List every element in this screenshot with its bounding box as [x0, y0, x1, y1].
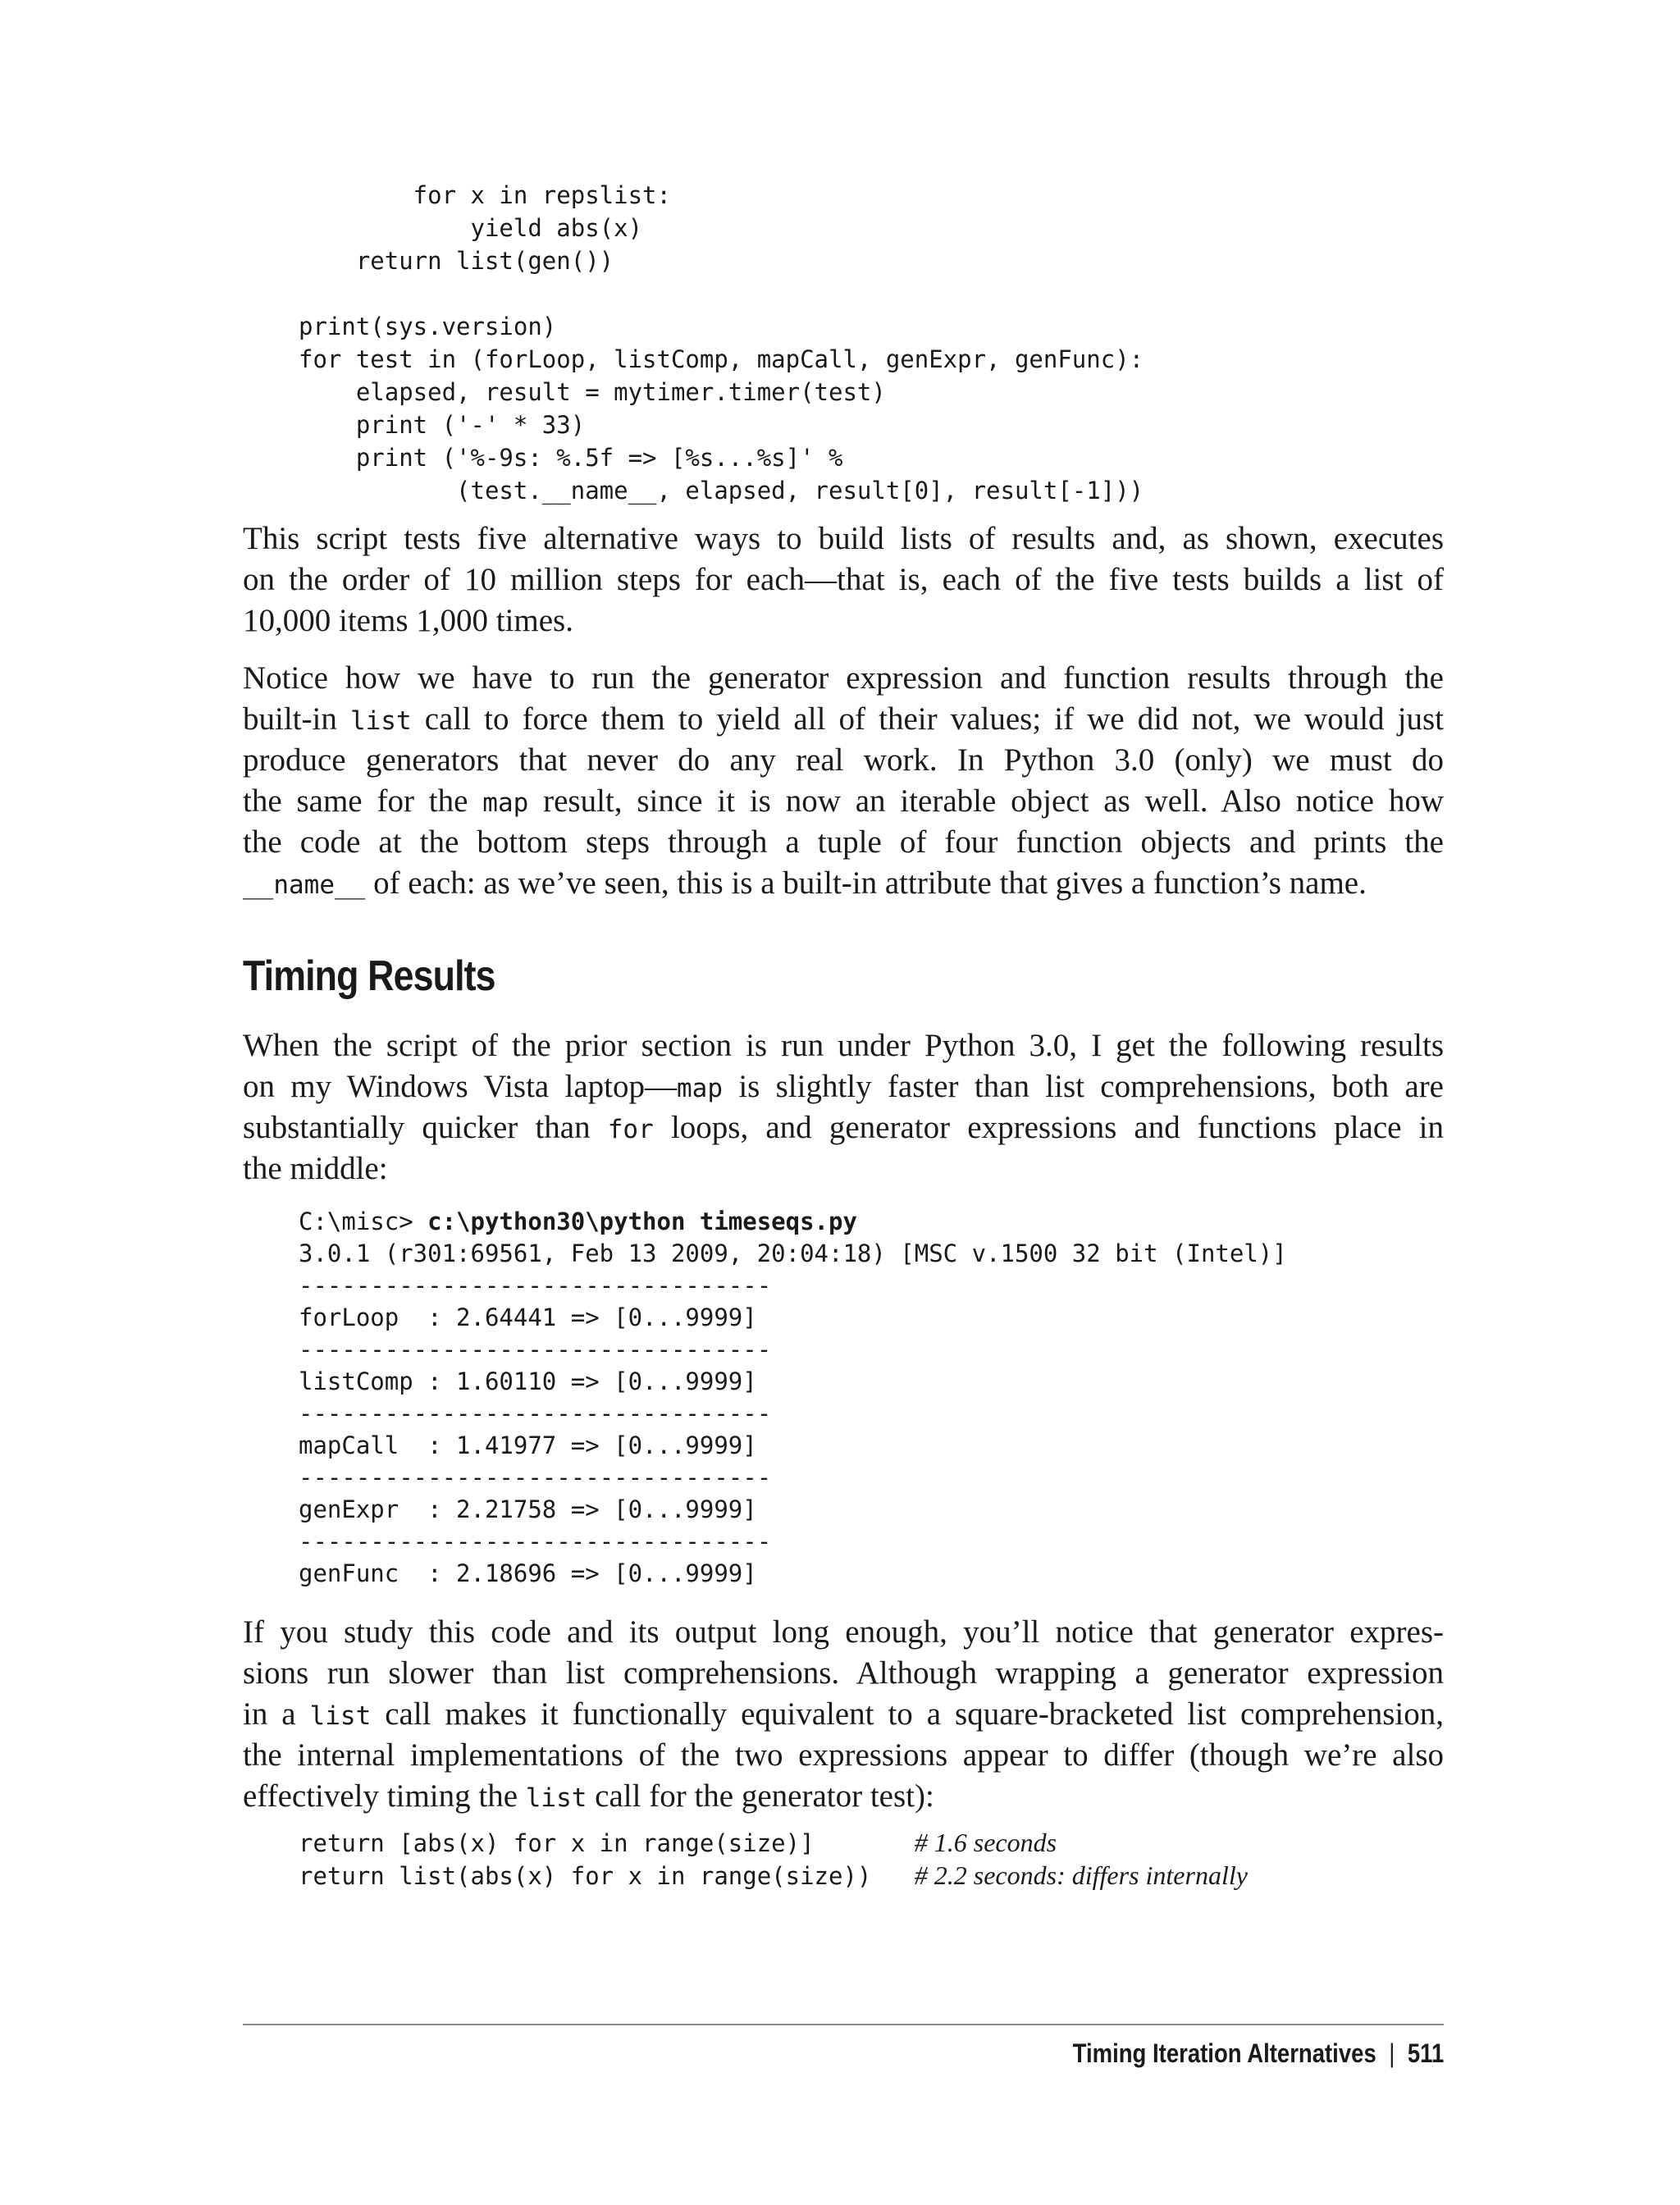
- inline-code: list: [525, 1783, 587, 1813]
- text-line: 10,000 items 1,000 times.: [243, 603, 573, 638]
- separator-line: ---------------------------------: [299, 1399, 772, 1427]
- version-line: 3.0.1 (r301:69561, Feb 13 2009, 20:04:18) [MSC v.1500 32 bit (Intel)]: [299, 1239, 1287, 1267]
- text-line: the middle:: [243, 1151, 388, 1186]
- text-line: produce generators that never do any real work. In Python 3.0 (only) we must do: [243, 742, 1444, 778]
- text-line: __name__ of each: as we’ve seen, this is a built-in attribute that gives a function’s name.: [243, 865, 1367, 901]
- text-line: on the order of 10 million steps for each—that is, each of the five tests builds a list of: [243, 562, 1444, 597]
- paragraph-timing-intro: [243, 1025, 1444, 1189]
- footer-separator: |: [1388, 2038, 1395, 2068]
- running-head: Timing Iteration Alternatives: [1072, 2038, 1376, 2068]
- result-line: genExpr : 2.21758 => [0...9999]: [299, 1495, 757, 1523]
- separator-line: ---------------------------------: [299, 1271, 772, 1299]
- footer-rule: [243, 2024, 1444, 2025]
- separator-line: ---------------------------------: [299, 1527, 772, 1555]
- separator-line: ---------------------------------: [299, 1335, 772, 1363]
- text-line: effectively timing the list call for the generator test):: [243, 1778, 934, 1814]
- inline-code: for: [607, 1115, 654, 1144]
- code-line: for test in (forLoop, listComp, mapCall, genExpr, genFunc):: [299, 345, 1144, 373]
- page-number: 511: [1407, 2038, 1444, 2068]
- result-line: mapCall : 1.41977 => [0...9999]: [299, 1431, 757, 1459]
- command-text: c:\python30\python timeseqs.py: [427, 1208, 857, 1235]
- inline-code: map: [482, 788, 529, 818]
- text-line: If you study this code and its output long enough, you’ll notice that generator expres-: [243, 1614, 1444, 1650]
- inline-code: __name__: [243, 870, 366, 900]
- code-block-bottom: [299, 1826, 1248, 1892]
- separator-line: ---------------------------------: [299, 1463, 772, 1491]
- code-comment: # 1.6 seconds: [914, 1828, 1057, 1857]
- code-comment: # 2.2 seconds: differs internally: [914, 1860, 1248, 1890]
- section-heading: Timing Results: [243, 952, 495, 1000]
- result-line: genFunc : 2.18696 => [0...9999]: [299, 1559, 757, 1587]
- console-output: [299, 1206, 1287, 1590]
- code-block-top: [299, 179, 1144, 507]
- code-line: yield abs(x): [299, 214, 643, 242]
- code-line: return list(gen()): [299, 247, 614, 275]
- text-line: on my Windows Vista laptop—map is slightly faster than list comprehensions, both are: [243, 1069, 1444, 1104]
- code-line: [299, 277, 1144, 310]
- command-line: C:\misc> c:\python30\python timeseqs.py: [299, 1208, 857, 1235]
- inline-code: list: [349, 706, 412, 736]
- inline-code: map: [677, 1074, 724, 1103]
- code-line: return list(abs(x) for x in range(size)) # 2.2 seconds: differs internally: [299, 1860, 1248, 1890]
- code-line: print ('-' * 33): [299, 411, 586, 439]
- code-line: (test.__name__, elapsed, result[0], result[-1])): [299, 477, 1144, 504]
- paragraph-intro: [243, 518, 1444, 641]
- result-line: listComp : 1.60110 => [0...9999]: [299, 1367, 757, 1395]
- text-line: This script tests five alternative ways to build lists of results and, as shown, executes: [243, 521, 1444, 556]
- paragraph-analysis: [243, 1612, 1444, 1817]
- result-line: forLoop : 2.64441 => [0...9999]: [299, 1303, 757, 1331]
- text-line: built-in list call to force them to yield all of their values; if we did not, we would just: [243, 701, 1444, 737]
- text-line: the code at the bottom steps through a tuple of four function objects and prints the: [243, 824, 1444, 860]
- text-line: the same for the map result, since it is now an iterable object as well. Also notice how: [243, 783, 1445, 819]
- text-line: in a list call makes it functionally equivalent to a square-bracketed list comprehension,: [243, 1696, 1444, 1732]
- text-line: When the script of the prior section is run under Python 3.0, I get the following results: [243, 1028, 1444, 1063]
- code-line: elapsed, result = mytimer.timer(test): [299, 378, 886, 406]
- text-line: the internal implementations of the two expressions appear to differ (though we’re also: [243, 1737, 1444, 1773]
- inline-code: list: [309, 1701, 372, 1731]
- code-line: print ('%-9s: %.5f => [%s...%s]' %: [299, 444, 843, 472]
- text-line: Notice how we have to run the generator expression and function results through the: [243, 660, 1444, 696]
- page-footer: [1072, 2038, 1444, 2069]
- code-line: for x in repslist:: [299, 181, 671, 209]
- text-line: substantially quicker than for loops, and generator expressions and functions place in: [243, 1110, 1444, 1145]
- paragraph-generators: [243, 658, 1444, 904]
- code-line: print(sys.version): [299, 313, 557, 340]
- text-line: sions run slower than list comprehensions. Although wrapping a generator expression: [243, 1655, 1444, 1691]
- code-line: return [abs(x) for x in range(size)] # 1.6 seconds: [299, 1828, 1057, 1857]
